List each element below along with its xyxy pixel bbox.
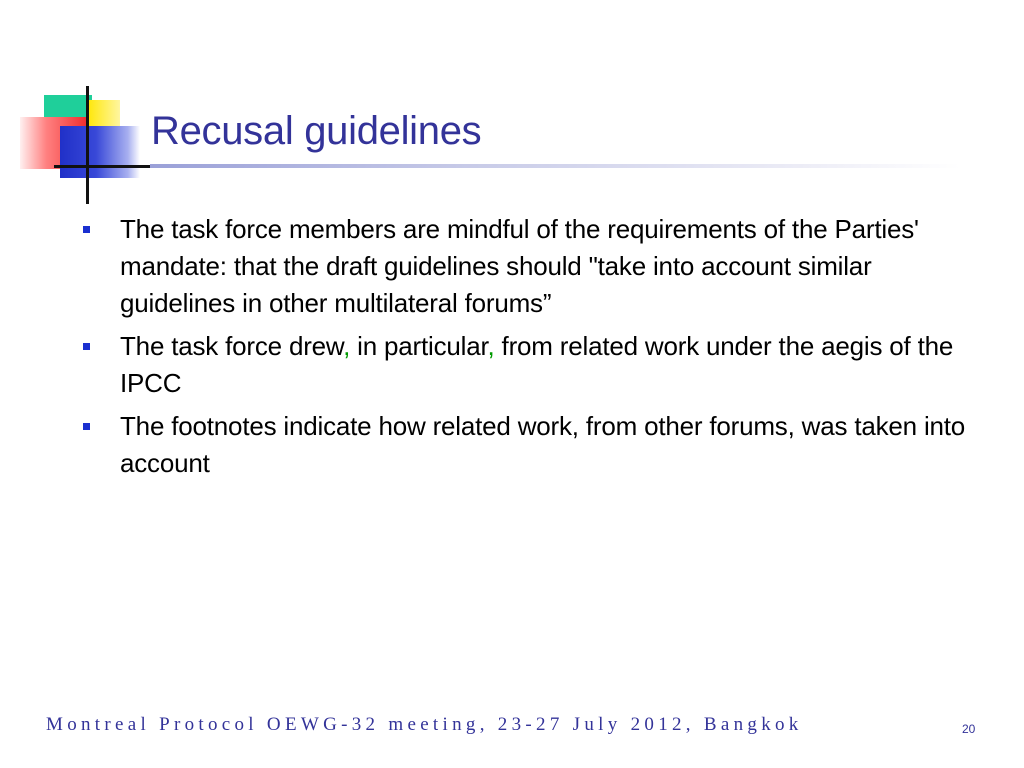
- square-bullet-icon: [83, 226, 90, 233]
- bullet-item: [80, 211, 980, 322]
- decorative-logo-graphic: [0, 0, 170, 210]
- title-underline-rule: [150, 164, 960, 168]
- slide-title: Recusal guidelines: [151, 109, 482, 153]
- bullet-list: [80, 211, 980, 488]
- square-bullet-icon: [83, 343, 90, 350]
- bullet-item: [80, 408, 980, 482]
- bullet-item: [80, 328, 980, 402]
- bullet-text-segment: from related work under the aegis of the IPCC: [120, 331, 954, 398]
- bullet-text: The footnotes indicate how related work, from other forums, was taken into account: [120, 411, 966, 478]
- slide-footer: Montreal Protocol OEWG-32 meeting, 23-27 July 2012, Bangkok: [46, 714, 803, 735]
- page-number: 20: [962, 722, 976, 736]
- bullet-text: The task force members are mindful of the requirements of the Parties' mandate: that the draft guidelines should "take into account similar guidelines in other multilateral forums”: [120, 214, 919, 318]
- vertical-line-decoration: [86, 86, 89, 204]
- bullet-text-segment: The task force drew: [120, 331, 344, 361]
- blue-square-decoration: [60, 126, 140, 178]
- square-bullet-icon: [83, 423, 90, 430]
- highlighted-comma: ,: [343, 331, 351, 361]
- highlighted-comma: ,: [487, 331, 495, 361]
- bullet-text-segment: in particular: [350, 331, 488, 361]
